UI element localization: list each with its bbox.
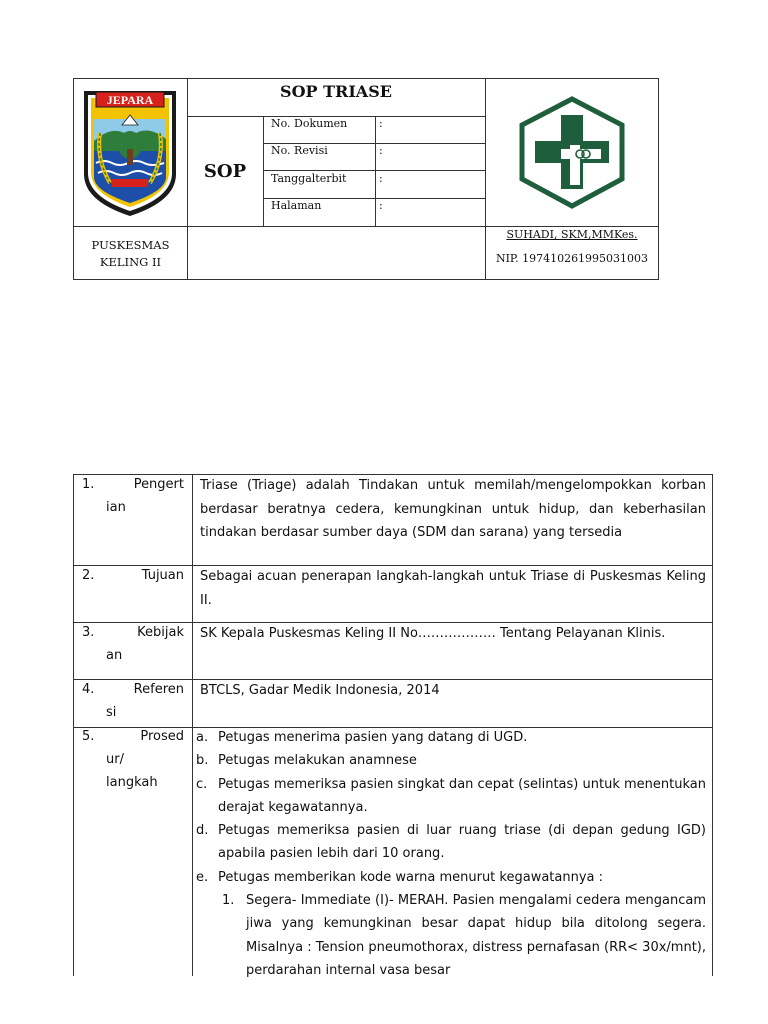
list-marker: b. [196, 753, 209, 769]
meta-value: : [379, 144, 383, 157]
section-text [200, 622, 706, 646]
section-text [200, 565, 706, 612]
section-label: si [106, 705, 117, 720]
meta-label: No. Revisi [271, 144, 328, 157]
section-label: an [106, 648, 123, 663]
logo-text: JEPARA [106, 93, 154, 107]
list-marker: c. [196, 776, 208, 792]
section-label: langkah [106, 775, 158, 790]
step-text: Segera- Immediate (I)- MERAH. Pasien mengalami cedera mengancam jiwa yang kemungkinan besar dapat hidup bila ditolong segera. Misalnya : Tension pneumothorax, distress pernafasan (RR< 30x/mnt), perdarahan internal vasa besar [246, 893, 706, 978]
list-item [194, 819, 706, 866]
step-text: Petugas memberikan kode warna menurut kegawatannya : [218, 869, 604, 885]
list-item [194, 726, 706, 749]
header-table [73, 78, 659, 280]
section-number: 2. [82, 568, 95, 583]
section-number: 1. [82, 477, 95, 492]
step-text: Petugas memeriksa pasien singkat dan cepat (selintas) untuk menentukan derajat kegawatannya. [218, 776, 706, 815]
section-number: 4. [82, 682, 95, 697]
meta-value: : [379, 199, 383, 212]
section-paragraph: Triase (Triage) adalah Tindakan untuk memilah/mengelompokkan korban berdasar beratnya cedera, kemungkinan untuk hidup, dan keberhasilan tindakan berdasar sumber daya (SDM dan sarana) yang tersedia [200, 478, 706, 540]
step-text: Petugas memeriksa pasien di luar ruang triase (di depan gedung IGD) apabila pasien lebih dari 10 orang. [218, 823, 706, 862]
organization-name [74, 226, 187, 281]
step-text: Petugas melakukan anamnese [218, 753, 417, 769]
section-label: Prosed [140, 729, 184, 744]
meta-label: No. Dokumen [271, 117, 348, 130]
meta-label: Halaman [271, 199, 322, 212]
section-label: Referen [133, 682, 184, 697]
section-label: Tujuan [141, 568, 184, 583]
meta-value: : [379, 117, 383, 130]
sop-label: SOP [203, 160, 247, 182]
kemenkes-logo [485, 79, 659, 226]
signer-name: SUHADI, SKM,MMKes. [506, 228, 638, 241]
procedure-steps [194, 726, 706, 982]
meta-value: : [379, 172, 383, 185]
section-number: 3. [82, 625, 95, 640]
list-item [194, 866, 706, 889]
section-label: ur/ [106, 752, 124, 767]
step-text: Petugas menerima pasien yang datang di UGD. [218, 730, 528, 745]
section-number: 5. [82, 729, 95, 744]
divider [192, 475, 193, 976]
meta-row-revisi [263, 143, 485, 170]
list-item [194, 773, 706, 820]
document-title: SOP TRIASE [280, 82, 392, 101]
meta-row-dokumen [263, 116, 485, 143]
section-paragraph: BTCLS, Gadar Medik Indonesia, 2014 [200, 683, 440, 698]
meta-row-tanggal [263, 171, 485, 198]
org-line: KELING II [99, 254, 162, 269]
list-item [194, 889, 706, 982]
org-line: PUSKESMAS [91, 237, 170, 252]
list-marker: 1. [222, 893, 235, 909]
list-marker: a. [196, 730, 209, 745]
jepara-logo [74, 79, 187, 226]
section-label: Kebijak [137, 625, 184, 640]
meta-row-halaman [263, 198, 485, 225]
section-paragraph: Sebagai acuan penerapan langkah-langkah untuk Triase di Puskesmas Keling II. [200, 569, 706, 608]
sop-body-table [73, 474, 713, 976]
list-marker: d. [196, 823, 209, 839]
meta-label: Tanggalterbit [271, 172, 347, 185]
section-label: ian [106, 500, 126, 515]
signer-nip: NIP. 197410261995031003 [495, 252, 649, 265]
section-paragraph: SK Kepala Puskesmas Keling II No……………… Tentang Pelayanan Klinis. [200, 626, 666, 641]
section-text [200, 679, 706, 703]
section-text [200, 474, 706, 545]
list-item [194, 749, 706, 772]
section-label: Pengert [133, 477, 184, 492]
list-marker: e. [196, 869, 209, 885]
